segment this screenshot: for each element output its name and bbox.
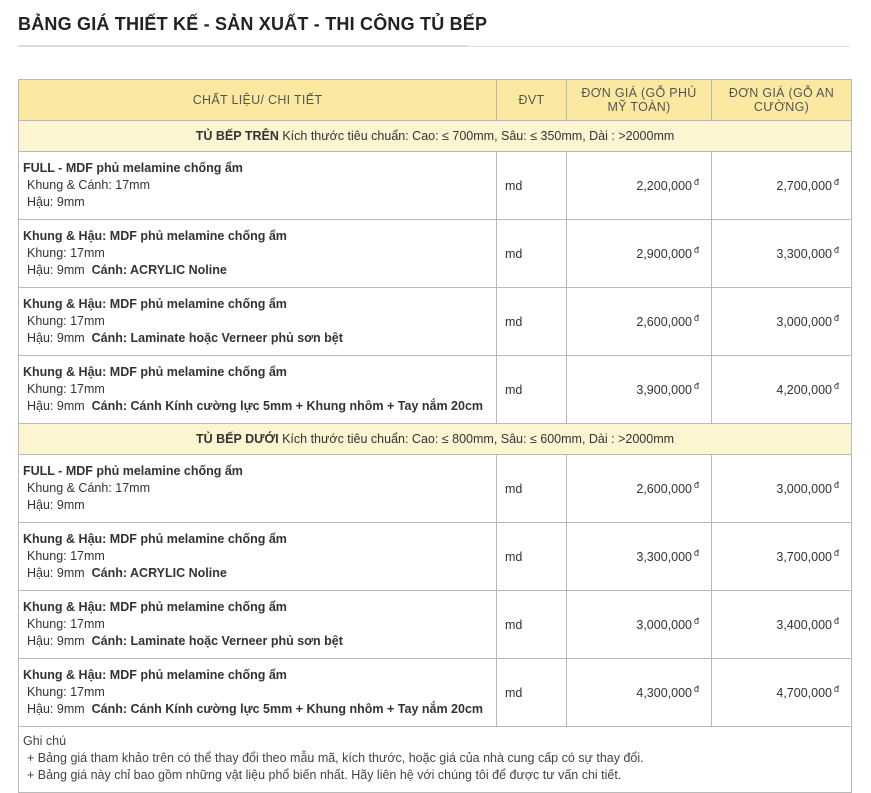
back-spec: Hậu: 9mm [27,634,85,648]
price-cell-an-cuong [712,455,852,523]
spec-line-back [23,633,492,650]
section-name: TỦ BẾP TRÊN [195,129,279,143]
detail-cell [19,523,497,591]
back-spec: Hậu: 9mm [27,498,85,512]
unit-cell: md [497,288,567,356]
price-cell-an-cuong [712,152,852,220]
price-cell-an-cuong [712,659,852,727]
price-value: 4,200,000 [776,383,832,398]
currency-symbol: đ [693,616,699,627]
material-line: Khung & Hậu: MDF phủ melamine chống ẩm [23,297,287,311]
detail-cell [19,659,497,727]
table-row [19,455,852,523]
door-spec: Cánh: Cánh Kính cường lực 5mm + Khung nhôm + Tay nắm 20cm [91,399,484,413]
currency-symbol: đ [833,684,839,695]
spec-line: Khung: 17mm [27,685,105,699]
price-value: 3,000,000 [636,618,692,633]
unit-cell: md [497,152,567,220]
spec-line-back [23,194,492,211]
price-value: 2,600,000 [636,315,692,330]
spec-line: Khung: 17mm [27,617,105,631]
price-value: 3,300,000 [776,247,832,262]
table-row [19,356,852,424]
spec-line: Khung: 17mm [27,314,105,328]
currency-symbol: đ [693,381,699,392]
price-value: 2,200,000 [636,179,692,194]
detail-cell [19,455,497,523]
detail-cell [19,591,497,659]
currency-symbol: đ [693,684,699,695]
price-value: 2,900,000 [636,247,692,262]
table-body [19,121,852,793]
table-row [19,288,852,356]
material-line: Khung & Hậu: MDF phủ melamine chống ẩm [23,668,287,682]
spec-line: Khung: 17mm [27,246,105,260]
page-title: BẢNG GIÁ THIẾT KẾ - SẢN XUẤT - THI CÔNG TỦ BẾP [18,14,488,34]
material-line: FULL - MDF phủ melamine chống ẩm [23,161,243,175]
table-row [19,659,852,727]
door-spec: Cánh: Laminate hoặc Verneer phủ sơn bệt [91,634,343,648]
header-price-phu-my-toan: ĐƠN GIÁ (GỖ PHÚ MỸ TOÀN) [567,80,712,121]
price-cell-phu-my-toan [567,455,712,523]
door-spec: Cánh: ACRYLIC Noline [91,263,227,277]
price-cell-phu-my-toan [567,220,712,288]
price-cell-phu-my-toan [567,523,712,591]
currency-symbol: đ [833,548,839,559]
material-line: Khung & Hậu: MDF phủ melamine chống ẩm [23,532,287,546]
table-row [19,591,852,659]
price-value: 3,000,000 [776,315,832,330]
price-value: 3,300,000 [636,550,692,565]
currency-symbol: đ [693,480,699,491]
material-line: Khung & Hậu: MDF phủ melamine chống ẩm [23,365,287,379]
detail-cell [19,356,497,424]
price-cell-phu-my-toan [567,659,712,727]
unit-cell: md [497,659,567,727]
price-cell-phu-my-toan [567,591,712,659]
spec-line-back [23,701,492,718]
detail-cell [19,152,497,220]
currency-symbol: đ [693,313,699,324]
price-value: 2,600,000 [636,482,692,497]
currency-symbol: đ [833,480,839,491]
section-description: Kích thước tiêu chuẩn: Cao: ≤ 800mm, Sâu: ≤ 600mm, Dài : >2000mm [282,432,675,446]
header-detail: CHẤT LIỆU/ CHI TIẾT [19,80,497,121]
note-line: + Bảng giá tham khảo trên có thể thay đổi theo mẫu mã, kích thước, hoặc giá của nhà cung cấp có sự thay đổi. [27,751,644,765]
section-header [19,121,852,152]
currency-symbol: đ [833,616,839,627]
header-price-an-cuong: ĐƠN GIÁ (GỖ AN CƯỜNG) [712,80,852,121]
currency-symbol: đ [833,313,839,324]
spec-line-back [23,262,492,279]
price-value: 4,300,000 [636,686,692,701]
price-cell-an-cuong [712,356,852,424]
price-cell-an-cuong [712,220,852,288]
spec-line-back [23,565,492,582]
header-unit: ĐVT [497,80,567,121]
unit-cell: md [497,356,567,424]
price-cell-phu-my-toan [567,152,712,220]
back-spec: Hậu: 9mm [27,399,85,413]
spec-line-back [23,330,492,347]
material-line: FULL - MDF phủ melamine chống ẩm [23,464,243,478]
spec-line: Khung: 17mm [27,382,105,396]
price-value: 3,400,000 [776,618,832,633]
currency-symbol: đ [833,177,839,188]
notes-cell [19,727,852,793]
back-spec: Hậu: 9mm [27,331,85,345]
price-value: 3,000,000 [776,482,832,497]
section-name: TỦ BẾP DƯỚI [195,432,279,446]
price-value: 2,700,000 [776,179,832,194]
currency-symbol: đ [693,245,699,256]
detail-cell [19,220,497,288]
door-spec: Cánh: Laminate hoặc Verneer phủ sơn bệt [91,331,343,345]
table-header-row [19,80,852,121]
title-underline [18,45,468,47]
back-spec: Hậu: 9mm [27,702,85,716]
door-spec: Cánh: ACRYLIC Noline [91,566,227,580]
unit-cell: md [497,220,567,288]
table-row [19,523,852,591]
section-header [19,424,852,455]
note-line: + Bảng giá này chỉ bao gồm những vật liệu phổ biến nhất. Hãy liên hệ với chúng tôi để được tư vấn chi tiết. [27,768,622,782]
price-cell-phu-my-toan [567,356,712,424]
door-spec: Cánh: Cánh Kính cường lực 5mm + Khung nhôm + Tay nắm 20cm [91,702,484,716]
detail-cell [19,288,497,356]
table-row [19,220,852,288]
spec-line: Khung & Cánh: 17mm [27,481,150,495]
back-spec: Hậu: 9mm [27,263,85,277]
spec-line-back [23,398,492,415]
unit-cell: md [497,523,567,591]
currency-symbol: đ [693,177,699,188]
section-row [19,424,852,455]
spec-line: Khung & Cánh: 17mm [27,178,150,192]
price-value: 3,900,000 [636,383,692,398]
material-line: Khung & Hậu: MDF phủ melamine chống ẩm [23,600,287,614]
price-value: 4,700,000 [776,686,832,701]
section-row [19,121,852,152]
price-cell-phu-my-toan [567,288,712,356]
notes-row [19,727,852,793]
section-description: Kích thước tiêu chuẩn: Cao: ≤ 700mm, Sâu: ≤ 350mm, Dài : >2000mm [282,129,675,143]
spec-line: Khung: 17mm [27,549,105,563]
price-cell-an-cuong [712,591,852,659]
price-value: 3,700,000 [776,550,832,565]
unit-cell: md [497,591,567,659]
price-cell-an-cuong [712,288,852,356]
material-line: Khung & Hậu: MDF phủ melamine chống ẩm [23,229,287,243]
unit-cell: md [497,455,567,523]
currency-symbol: đ [833,245,839,256]
currency-symbol: đ [693,548,699,559]
back-spec: Hậu: 9mm [27,195,85,209]
table-row [19,152,852,220]
back-spec: Hậu: 9mm [27,566,85,580]
spec-line-back [23,497,492,514]
currency-symbol: đ [833,381,839,392]
notes-title: Ghi chú [23,734,67,748]
price-cell-an-cuong [712,523,852,591]
price-table [18,79,852,793]
